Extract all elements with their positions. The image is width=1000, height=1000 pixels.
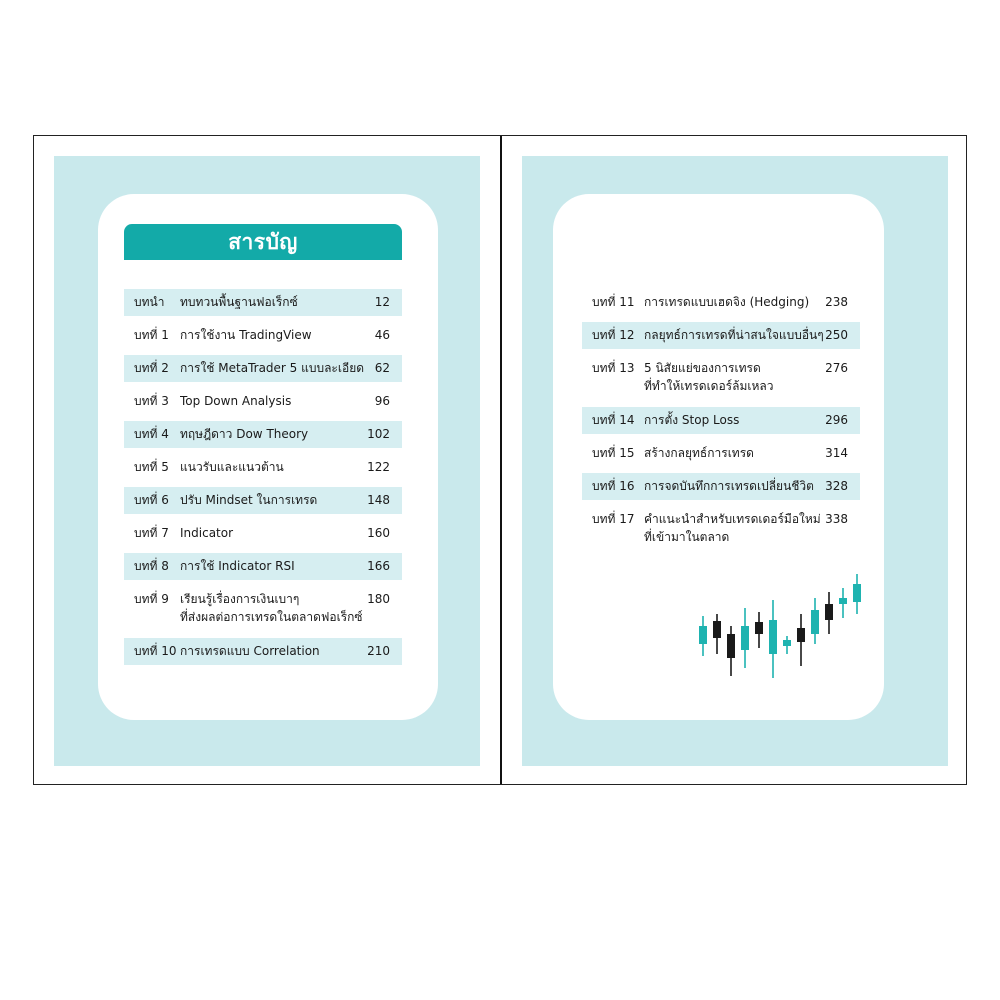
- chapter-title: [644, 510, 825, 546]
- toc-entry: [124, 586, 402, 632]
- chapter-number: บทที่ 8: [134, 559, 169, 573]
- candle-body: [853, 584, 861, 602]
- page-number: 96: [374, 394, 390, 408]
- toc-entry: [582, 289, 860, 316]
- chapter-title-line: การจดบันทึกการเทรดเปลี่ยนชีวิต: [644, 479, 814, 493]
- chapter-number: บทที่ 7: [134, 526, 169, 540]
- chapter-title-line: Top Down Analysis: [180, 394, 292, 408]
- chapter-title: [644, 359, 825, 395]
- candle-body: [783, 640, 791, 646]
- chapter-number: บทที่ 9: [134, 592, 169, 606]
- chapter-number: บทที่ 2: [134, 361, 169, 375]
- toc-entry: [582, 322, 860, 349]
- page-number: 296: [825, 413, 848, 427]
- toc-entry: [124, 638, 402, 665]
- page-number: 12: [374, 295, 390, 309]
- candle-body: [699, 626, 707, 644]
- toc-entry: [582, 440, 860, 467]
- chapter-title: [644, 407, 825, 434]
- page-number: 238: [825, 295, 848, 309]
- chapter-title-line: การเทรดแบบเฮดจิง (Hedging): [644, 295, 810, 309]
- toc-entry: [124, 553, 402, 580]
- candle-body: [769, 620, 777, 654]
- chapter-title-line-2: ที่ส่งผลต่อการเทรดในตลาดฟอเร็กซ์: [180, 610, 363, 624]
- candle-body: [839, 598, 847, 604]
- candle-body: [811, 610, 819, 634]
- chapter-number: บทที่ 3: [134, 394, 169, 408]
- chapter-title-line: เรียนรู้เรื่องการเงินเบาๆ: [180, 592, 300, 606]
- chapter-title: [180, 638, 367, 665]
- toc-entry: [124, 355, 402, 382]
- candle-body: [741, 626, 749, 650]
- chapter-title-line: การเทรดแบบ Correlation: [180, 644, 320, 658]
- book-spread: [33, 135, 967, 785]
- page-number: 122: [367, 460, 390, 474]
- toc-entry: [582, 473, 860, 500]
- left-page: [34, 136, 500, 784]
- chapter-title-line: การตั้ง Stop Loss: [644, 413, 740, 427]
- chapter-number: บทที่ 11: [592, 295, 635, 309]
- page-number: 314: [825, 446, 848, 460]
- chapter-title-line-2: ที่ทำให้เทรดเดอร์ล้มเหลว: [644, 379, 774, 393]
- toc-entry: [124, 289, 402, 316]
- chapter-title-line: 5 นิสัยแย่ของการเทรด: [644, 361, 761, 375]
- chapter-title: [644, 440, 825, 467]
- chapter-number: บทที่ 17: [592, 512, 635, 526]
- chapter-title-line: ทบทวนพื้นฐานฟอเร็กซ์: [180, 295, 298, 309]
- page-number: 276: [825, 361, 848, 375]
- chapter-title: [180, 487, 367, 514]
- chapter-number: บทที่ 13: [592, 361, 635, 375]
- toc-entry: [582, 407, 860, 434]
- page-number: 180: [367, 592, 390, 606]
- toc-entry: [582, 506, 860, 552]
- page-number: 166: [367, 559, 390, 573]
- candle-body: [713, 621, 721, 638]
- chapter-title-line-2: ที่เข้ามาในตลาด: [644, 530, 730, 544]
- candle-body: [727, 634, 735, 658]
- page-number: 338: [825, 512, 848, 526]
- toc-entry: [124, 388, 402, 415]
- toc-entry: [124, 322, 402, 349]
- chapter-title-line: การใช้งาน TradingView: [180, 328, 312, 342]
- chapter-title-line: ปรับ Mindset ในการเทรด: [180, 493, 318, 507]
- chapter-number: บทที่ 15: [592, 446, 635, 460]
- chapter-title: [644, 289, 825, 316]
- candle-body: [825, 604, 833, 620]
- chapter-title-line: ทฤษฎีดาว Dow Theory: [180, 427, 309, 441]
- page-number: 210: [367, 644, 390, 658]
- chapter-number: บทที่ 12: [592, 328, 635, 342]
- page-number: 62: [374, 361, 390, 375]
- chapter-title-line: การใช้ MetaTrader 5 แบบละเอียด: [180, 361, 365, 375]
- page-number: 102: [367, 427, 390, 441]
- candle-body: [797, 628, 805, 642]
- chapter-title-line: สร้างกลยุทธ์การเทรด: [644, 446, 754, 460]
- chapter-title-line: แนวรับและแนวต้าน: [180, 460, 284, 474]
- candlestick-illustration: [695, 574, 865, 689]
- chapter-number: บทนำ: [134, 295, 165, 309]
- chapter-number: บทที่ 5: [134, 460, 169, 474]
- left-page-card: [98, 194, 438, 720]
- page-number: 160: [367, 526, 390, 540]
- toc-entry: [582, 355, 860, 401]
- chapter-title: [644, 473, 825, 500]
- chapter-title: [180, 454, 367, 481]
- chapter-title: [180, 289, 375, 316]
- page-number: 46: [374, 328, 390, 342]
- chapter-title: [180, 355, 375, 382]
- toc-title: สารบัญ: [124, 224, 402, 260]
- page-number: 148: [367, 493, 390, 507]
- chapter-title: [180, 388, 375, 415]
- chapter-number: บทที่ 1: [134, 328, 169, 342]
- chapter-number: บทที่ 10: [134, 644, 177, 658]
- page-number: 250: [825, 328, 848, 342]
- candle-body: [755, 622, 763, 634]
- toc-entry: [124, 454, 402, 481]
- chapter-title: [180, 553, 367, 580]
- chapter-number: บทที่ 6: [134, 493, 169, 507]
- chapter-title: [180, 421, 367, 448]
- toc-entry: [124, 421, 402, 448]
- toc-entry: [124, 520, 402, 547]
- right-page: [502, 136, 966, 784]
- chapter-title: [180, 590, 367, 626]
- chapter-title: [180, 322, 375, 349]
- chapter-number: บทที่ 16: [592, 479, 635, 493]
- right-page-card: [553, 194, 884, 720]
- toc-entry: [124, 487, 402, 514]
- chapter-title: [180, 520, 367, 547]
- chapter-title: [644, 322, 825, 349]
- chapter-title-line: Indicator: [180, 526, 234, 540]
- chapter-number: บทที่ 4: [134, 427, 169, 441]
- chapter-title-line: คำแนะนำสำหรับเทรดเดอร์มือใหม่: [644, 512, 821, 526]
- chapter-title-line: การใช้ Indicator RSI: [180, 559, 295, 573]
- page-number: 328: [825, 479, 848, 493]
- chapter-title-line: กลยุทธ์การเทรดที่น่าสนใจแบบอื่นๆ: [644, 328, 824, 342]
- chapter-number: บทที่ 14: [592, 413, 635, 427]
